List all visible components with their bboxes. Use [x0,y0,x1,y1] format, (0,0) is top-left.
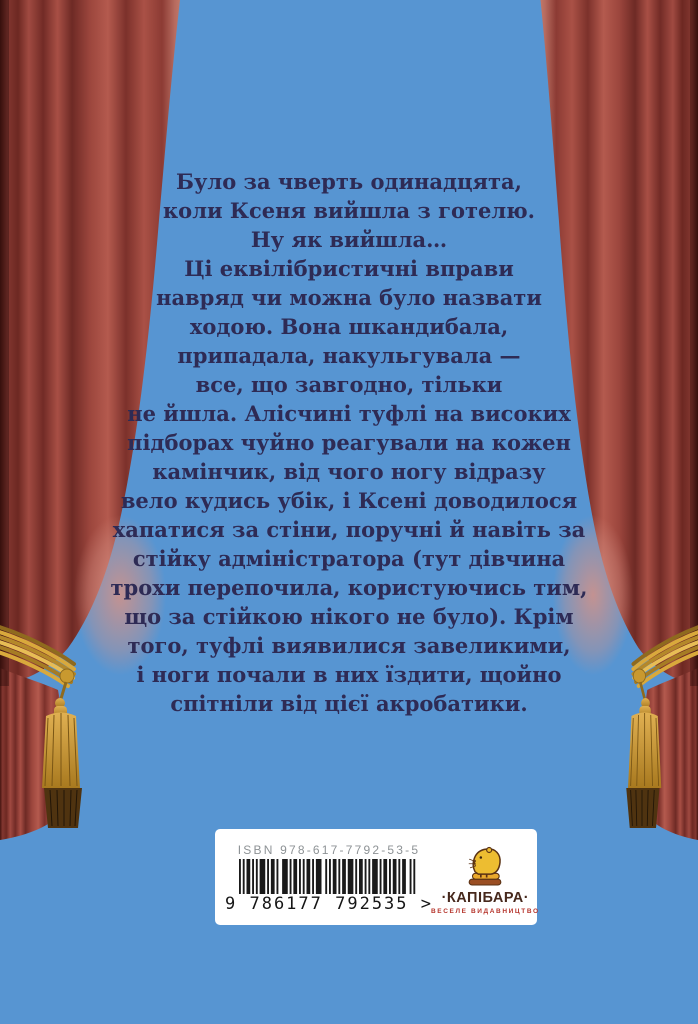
blurb-line: Ці еквілібристичні вправи [184,256,514,281]
isbn-panel [215,829,540,925]
back-cover-blurb [0,167,698,718]
blurb-line: що за стійкою нікого не було). Крім [124,604,574,629]
blurb-line: підборах чуйно реагували на кожен [127,430,571,455]
blurb-line: не йшла. Алісчині туфлі на високих [127,401,571,426]
blurb-line: ходою. Вона шкандибала, [189,314,509,339]
blurb-line: і ноги почали в них їздити, щойно [136,662,562,687]
blurb-line: навряд чи можна було назвати [156,285,542,310]
isbn-digits: 9 786177 792535 > [222,894,436,914]
publisher-tagline: ВЕСЕЛЕ ВИДАВНИЦТВО [431,907,540,915]
blurb-line: трохи перепочила, користуючись тим, [110,575,588,600]
blurb-line: все, що завгодно, тільки [195,372,503,397]
blurb-line: коли Ксеня вийшла з готелю. [163,198,535,223]
blurb-line: камінчик, від чого ногу відразу [152,459,546,484]
capybara-on-books-icon [458,840,512,890]
blurb-line: стійку адміністратора (тут дівчина [132,546,566,571]
blurb-line: припадала, накульгувала — [177,343,521,368]
blurb-line: хапатися за стіни, поручні й навіть за [112,517,586,542]
blurb-line: спітніли від цієї акробатики. [170,691,528,716]
isbn-label: ISBN 978-617-7792-53-5 [237,842,421,857]
publisher-logo [431,840,548,915]
barcode-block [215,841,431,914]
blurb-line: Було за чверть одинадцята, [176,169,522,194]
blurb-line: вело кудись убік, і Ксені доводилося [120,488,578,513]
blurb-line: Ну як вийшла… [250,227,448,252]
publisher-name: ·КАПІБАРА· [441,889,530,906]
blurb-line: того, туфлі виявилися завеликими, [127,633,571,658]
